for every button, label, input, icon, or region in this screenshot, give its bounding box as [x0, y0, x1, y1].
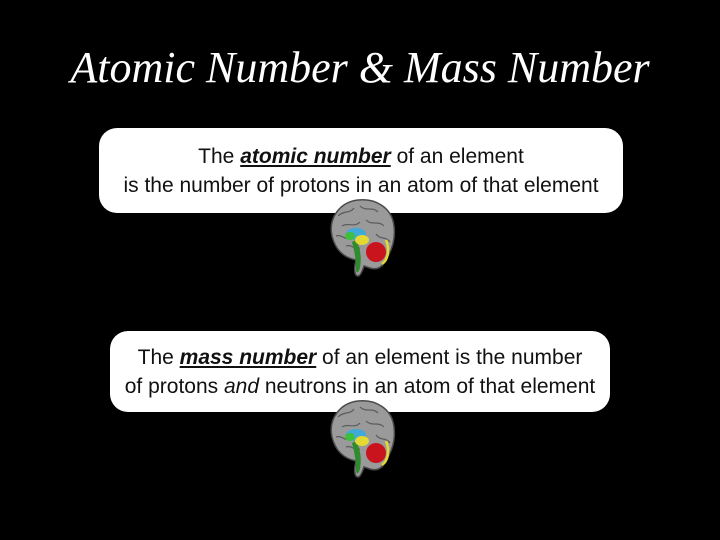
text-span: The: [198, 145, 241, 168]
term-mass-number: mass number: [179, 346, 317, 369]
definition-line-2: is the number of protons in an atom of that element: [123, 174, 599, 197]
text-span: of protons: [124, 375, 224, 398]
text-span: of an element is the number: [316, 346, 583, 369]
definition-line-1: [110, 343, 610, 372]
slide-title: Atomic Number & Mass Number: [70, 43, 650, 92]
brain-icon: [326, 196, 398, 278]
definition-line-1: [99, 142, 623, 171]
term-atomic-number: atomic number: [240, 145, 391, 168]
text-span: neutrons in an atom of that element: [259, 375, 596, 398]
text-span: The: [137, 346, 180, 369]
text-span: of an element: [390, 145, 524, 168]
emphasis-and: and: [223, 375, 260, 398]
brain-icon: [326, 397, 398, 479]
